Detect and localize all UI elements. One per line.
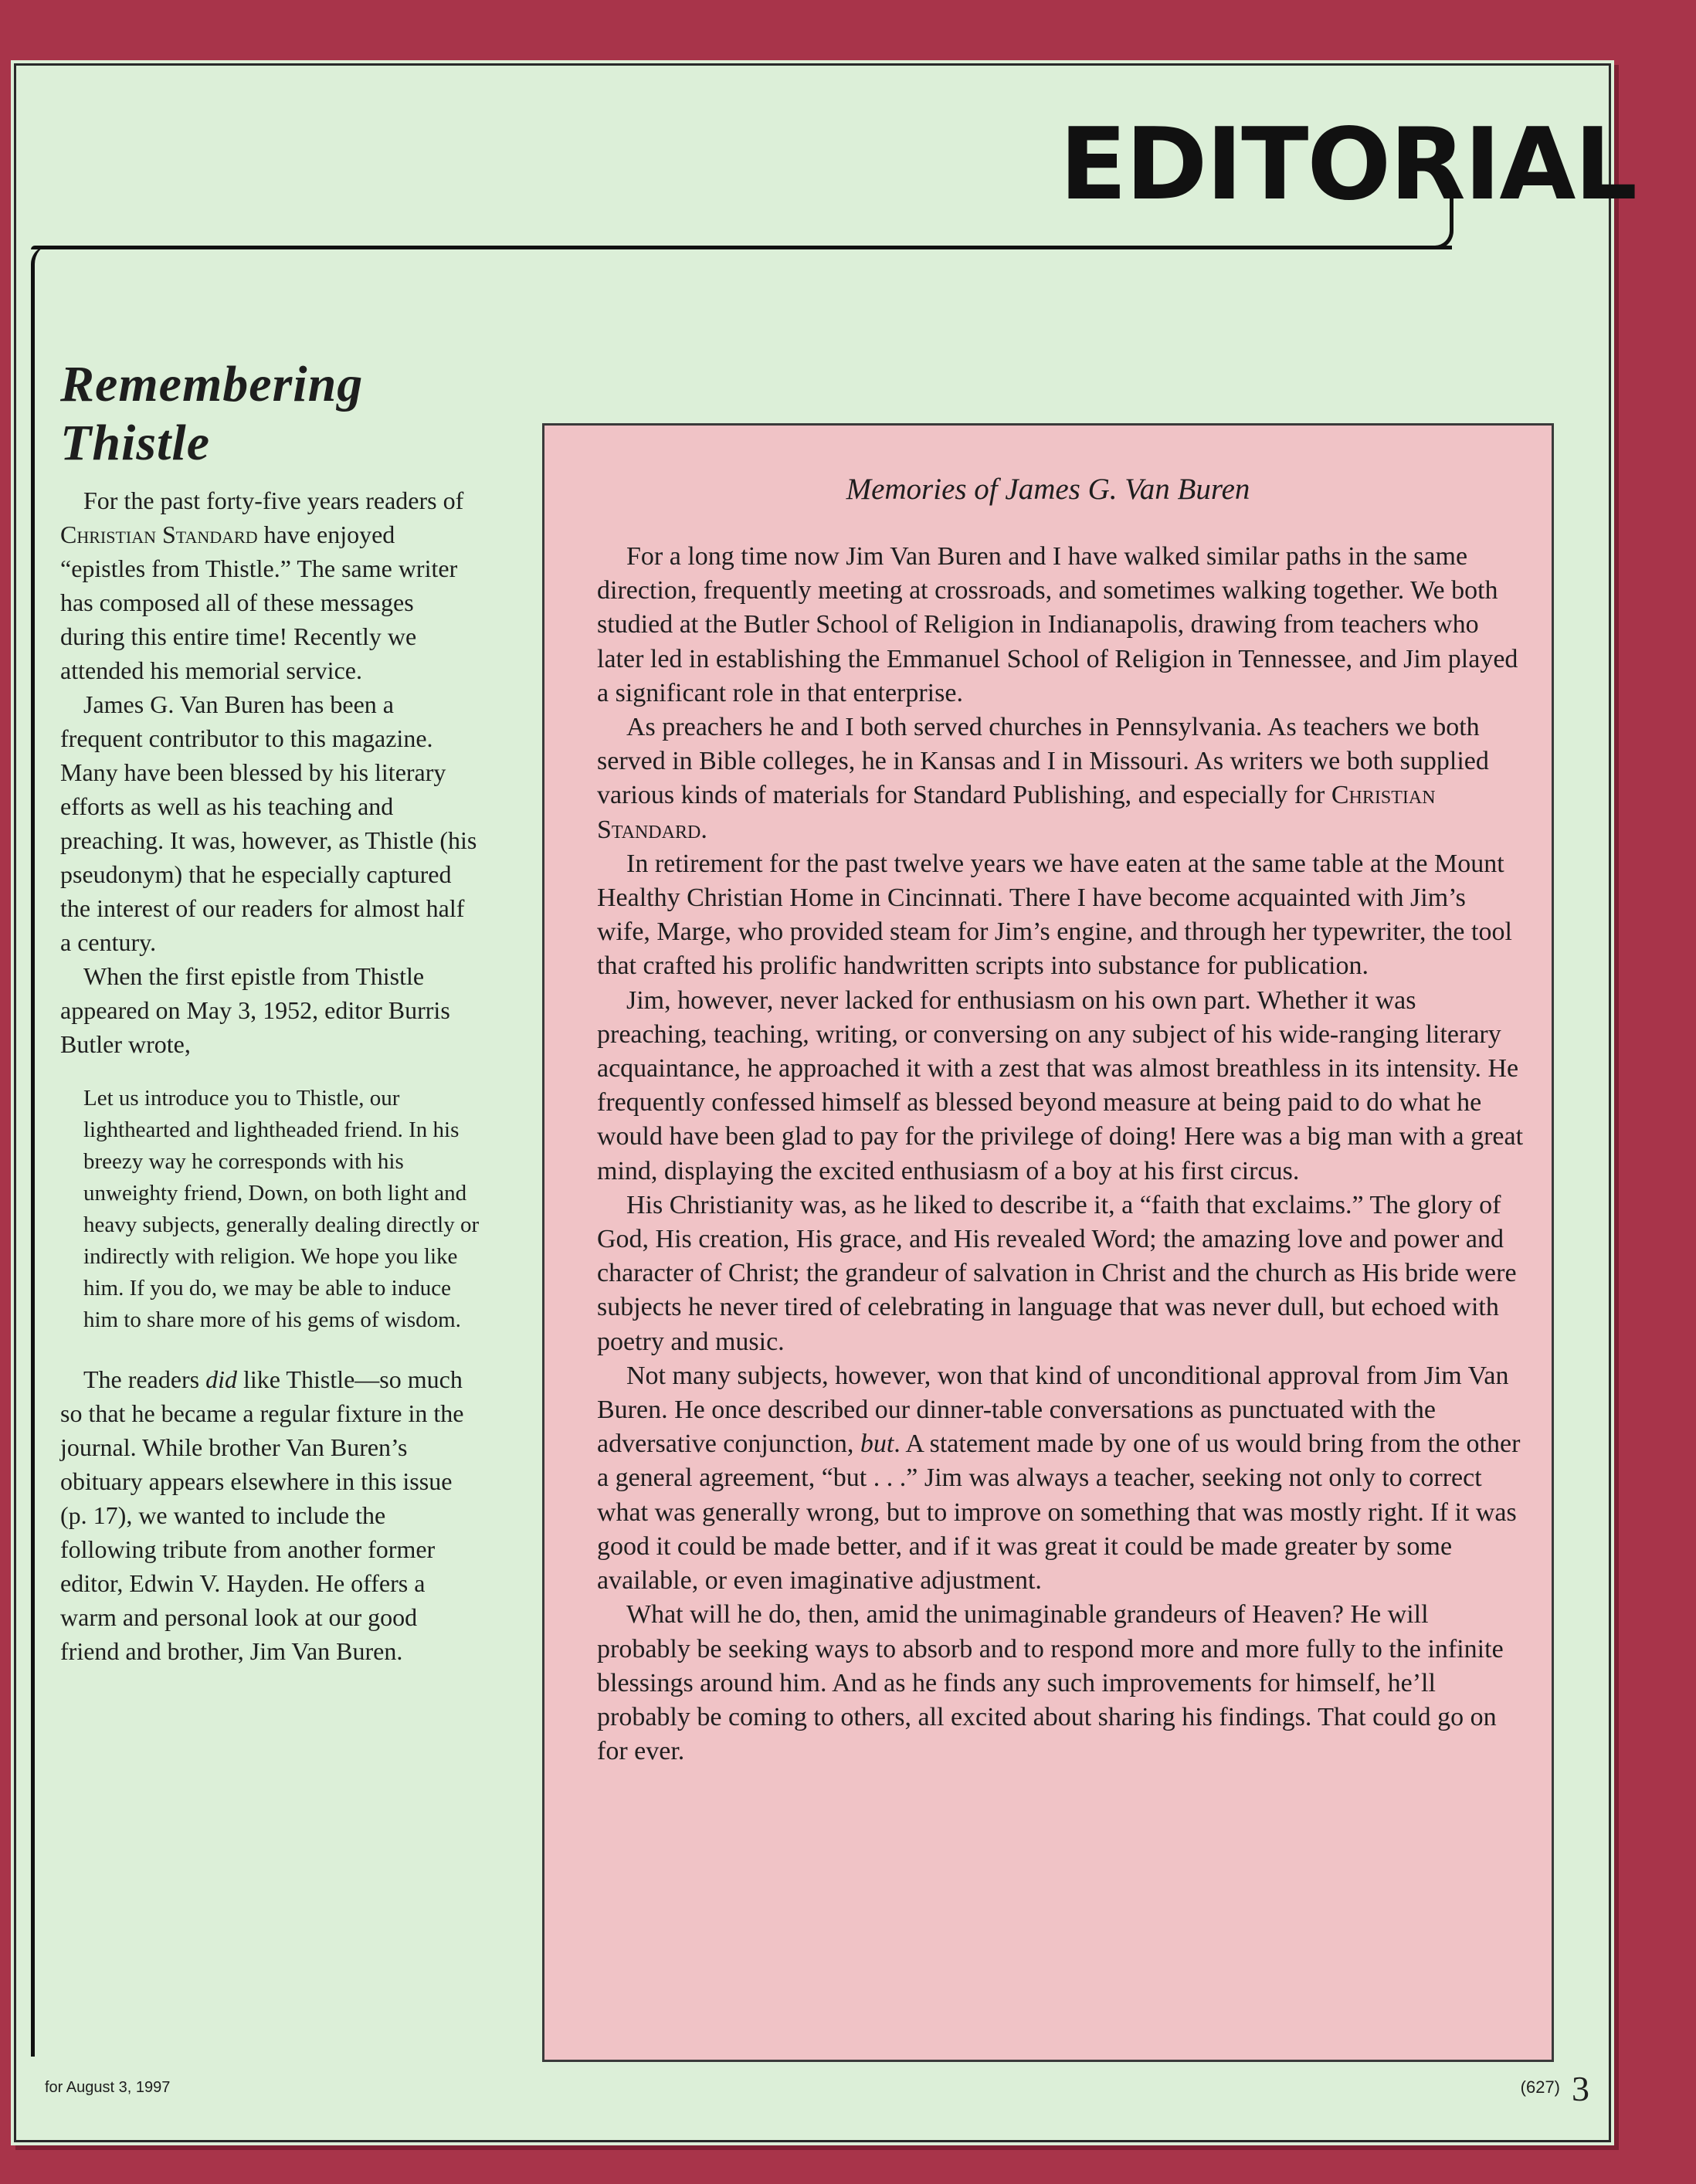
text-run: The readers	[83, 1365, 206, 1393]
sidebar-paragraph: In retirement for the past twelve years we have eaten at the same table at the Mount Healthy Christian Home in Cincinnati. There I have become acquainted with Jim’s wife, Marge, who provided steam for Jim’s engine, and through her typewriter, the tool that crafted his prolific handwritten scripts into substance for publication.	[597, 849, 1512, 981]
sidebar-title: Memories of James G. Van Buren	[846, 473, 1250, 506]
text-run: As preachers he and I both served churches in Pennsylvania. As teachers we both served in Bible colleges, he in Kansas and I in Missouri. As writers we both supplied various kinds of materials for Standard Publishing, and especially for	[597, 713, 1489, 810]
text-run: .	[700, 815, 707, 844]
publication-name: Christian Standard	[597, 781, 1436, 844]
masthead-rule-hook	[1431, 188, 1453, 249]
text-run: have enjoyed “epistles from Thistle.” The same writer has composed all of these messages during this entire time! Recently we attended his memorial service.	[60, 521, 458, 684]
block-quote	[60, 1083, 485, 1336]
article-paragraph: James G. Van Buren has been a frequent contributor to this magazine. Many have been blessed by his literary efforts as well as his teaching and preaching. It was, however, as Thistle (his pseudonym) that he especially captured the interest of our readers for almost half a century.	[60, 690, 477, 956]
page-reference: (627)	[1520, 2077, 1560, 2097]
sidebar-paragraph	[597, 1359, 1524, 1598]
article-paragraph	[60, 483, 477, 687]
headline-line-2: Thistle	[60, 415, 211, 471]
sidebar-paragraph: His Christianity was, as he liked to describe it, a “faith that exclaims.” The glory of God, His creation, His grace, and His revealed Word; the amazing love and power and character of Christ; the grandeur of salvation in Christ and the church as His bride were subjects he never tired of celebrating in language that was never dull, but echoed with poetry and music.	[597, 1190, 1517, 1356]
text-run: like Thistle—so much so that he became a regular fixture in the journal. While brother Van Buren’s obituary appears elsewhere in this issue (p. 17), we wanted to include the following tribute from another former editor, Edwin V. Hayden. He offers a warm and personal look at our good friend and brother, Jim Van Buren.	[60, 1365, 464, 1665]
text-run: . A statement made by one of us would bring from the other a general agreement, “but . . .” Jim was always a teacher, seeking not only to correct what was generally wrong, but to improve on something that was mostly right. If it was good it could be made better, and if it was great it could be made greater by some available, or even imaginative adjustment.	[597, 1429, 1521, 1596]
article-paragraph: When the first epistle from Thistle appeared on May 3, 1952, editor Burris Butler wrote,	[60, 962, 450, 1058]
sidebar-paragraph	[597, 710, 1524, 847]
section-masthead: EDITORIAL	[1059, 107, 1636, 222]
emphasis: but	[860, 1429, 894, 1459]
tribute-sidebar	[542, 423, 1554, 2062]
publication-name: Christian Standard	[60, 521, 258, 548]
text-run: Not many subjects, however, won that kind of unconditional approval from Jim Van Buren. He once described our dinner-table conversations as punctuated with the adversative conjunction,	[597, 1361, 1509, 1459]
column-rule	[31, 246, 53, 2057]
emphasis: did	[205, 1365, 238, 1393]
sidebar-paragraph: What will he do, then, amid the unimaginable grandeurs of Heaven? He will probably be seeking ways to absorb and to respond more and more fully to the infinite blessings around him. And as he finds any such improvements for himself, he’ll probably be coming to others, all excited about sharing his findings. That could go on for ever.	[597, 1600, 1504, 1766]
article-paragraph	[60, 1362, 477, 1668]
text-run: For the past forty-five years readers of	[83, 487, 464, 514]
sidebar-paragraph: Jim, however, never lacked for enthusiasm on his own part. Whether it was preaching, teaching, writing, or conversing on any subject of his wide-ranging literary acquaintance, he approached it with a zest that was almost breathless in its intensity. He frequently confessed himself as blessed beyond measure at being paid to do what he would have been glad to pay for the privilege of doing! Here was a big man with a great mind, displaying the excited enthusiasm of a boy at his first circus.	[597, 985, 1524, 1185]
sidebar-paragraph: For a long time now Jim Van Buren and I have walked similar paths in the same direction, frequently meeting at crossroads, and sometimes walking together. We both studied at the Butler School of Religion in Indianapolis, drawing from teachers who later led in establishing the Emmanuel School of Religion in Tennessee, and Jim played a significant role in that enterprise.	[597, 542, 1518, 707]
headline-line-1: Remembering	[60, 356, 364, 412]
editorial-column	[60, 355, 480, 1668]
page-number: 3	[1572, 2069, 1589, 2108]
quote-text: Let us introduce you to Thistle, our lighthearted and lightheaded friend. In his breezy way he corresponds with his unweighty friend, Down, on both light and heavy subjects, generally dealing directly or indirectly with religion. We hope you like him. If you do, we may be able to induce him to share more of his gems of wisdom.	[83, 1086, 480, 1332]
article-headline	[60, 355, 477, 473]
sidebar-body	[597, 540, 1524, 1769]
masthead-rule	[31, 246, 1452, 249]
issue-date: for August 3, 1997	[45, 2079, 171, 2096]
